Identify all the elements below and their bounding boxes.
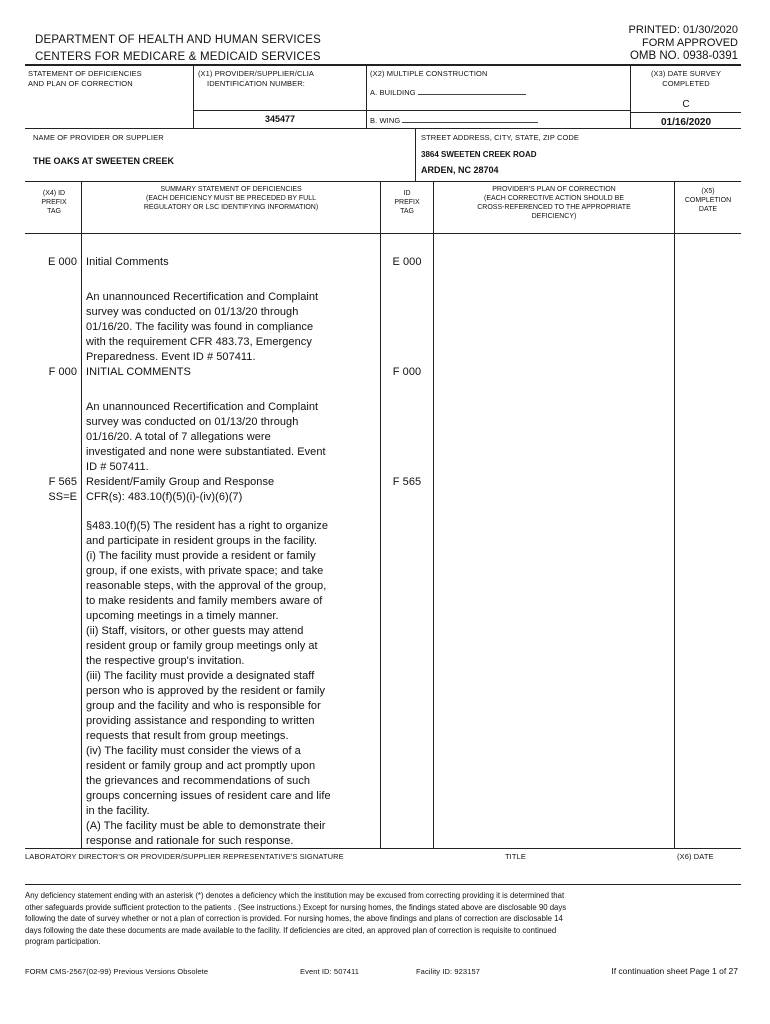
deficiency-text: §483.10(f)(5) The resident has a right to organize and participate in resident groups in the facility. (i) The facility must provide a resident or family group, if one exists, with private space; and take reasonable steps, with the approval of the group, to make residents and family members aware of upcoming meetings in a timely manner. (ii) Staff, visitors, or other guests may attend resident group or family group meetings only at the respective group's invitation. (iii) The facility must provide a designated staff person who is approved by the resident or family group and the facility and who is responsible for providing assistance and responding to written requests that result from group meetings. (iv) The facility must consider the views of a resident or family group and act promptly upon the grievances and recommendations of such groups concerning issues of resident care and life in the facility. (A) The facility must be able to demonstrate their response and rationale for such response. xyxy=(86,520,331,847)
survey-letter: C xyxy=(682,99,690,110)
id-prefix-tag: E 000 xyxy=(392,256,422,268)
id-prefix-tag: F 565 xyxy=(392,476,422,488)
street-address: 3864 SWEETEN CREEK ROAD xyxy=(421,150,537,159)
form-approved: FORM APPROVED xyxy=(642,37,738,49)
event-id: Event ID: 507411 xyxy=(300,967,359,976)
title-label: TITLE xyxy=(505,852,526,861)
x4-header: (X4) ID PREFIX TAG xyxy=(41,190,67,215)
summary-header: SUMMARY STATEMENT OF DEFICIENCIES (EACH DEFICIENCY MUST BE PRECEDED BY FULL REGULATORY OR LSC IDENTIFYING INFORMATION) xyxy=(143,186,319,211)
date-label: (X6) DATE xyxy=(677,852,714,861)
address-label: STREET ADDRESS, CITY, STATE, ZIP CODE xyxy=(421,133,580,142)
wing-label: B. WING xyxy=(370,116,401,125)
provider-id: 345477 xyxy=(264,114,296,124)
page-indicator: If continuation sheet Page 1 of 27 xyxy=(611,966,738,976)
id-prefix-tag: F 000 xyxy=(392,366,422,378)
signature-bottom xyxy=(25,884,741,885)
provider-block-bottom xyxy=(25,181,741,182)
provider-name-label: NAME OF PROVIDER OR SUPPLIER xyxy=(33,133,164,142)
prefix-tag: F 565 xyxy=(48,476,77,488)
deficiency-text: An unannounced Recertification and Complaint survey was conducted on 01/13/20 through 01/16/20. The facility was found in compliance with the requirement CFR 483.73, Emergency Preparedness. Event ID # 507411. xyxy=(86,291,319,363)
omb-number: OMB NO. 0938-0391 xyxy=(629,50,738,62)
deficiency-title: INITIAL COMMENTS xyxy=(86,366,191,378)
building-field xyxy=(370,86,526,98)
scope-severity: SS=E xyxy=(48,491,77,503)
x5-header: (X5) COMPLETION DATE xyxy=(684,188,732,213)
printed-date: PRINTED: 01/30/2020 xyxy=(628,24,738,36)
deficiency-title: Resident/Family Group and Response xyxy=(86,476,275,488)
x3-label: (X3) DATE SURVEY COMPLETED xyxy=(650,69,722,88)
x2-label: (X2) MULTIPLE CONSTRUCTION xyxy=(370,69,488,78)
wing-blank xyxy=(402,114,538,123)
provider-name: THE OAKS AT SWEETEN CREEK xyxy=(33,156,175,166)
city-state-zip: ARDEN, NC 28704 xyxy=(421,165,499,175)
statement-label: STATEMENT OF DEFICIENCIES AND PLAN OF CORRECTION xyxy=(28,69,142,88)
signature-label: LABORATORY DIRECTOR'S OR PROVIDER/SUPPLIER REPRESENTATIVE'S SIGNATURE xyxy=(25,852,344,861)
survey-completed-date: 01/16/2020 xyxy=(660,117,712,128)
prefix-tag: F 000 xyxy=(48,366,77,378)
agency-title: CENTERS FOR MEDICARE & MEDICAID SERVICES xyxy=(35,51,321,63)
disclaimer-text: Any deficiency statement ending with an asterisk (*) denotes a deficiency which the institution may be excused from correcting providing it is determined that other safeguards provide sufficient protection to the patients . (See instructions.) Except for nursing homes, the findings stated above are disclosable 90 days following the date of survey whether or not a plan of correction is provided. For nursing homes, the above findings and plans of correction are disclosable 14 days following the date these documents are made available to the facility. If deficiencies are cited, an approved plan of correction is requisite to continued program participation. xyxy=(25,891,567,946)
prefix-tag: E 000 xyxy=(48,256,77,268)
facility-id: Facility ID: 923157 xyxy=(416,967,481,976)
wing-field xyxy=(370,114,538,126)
top-rule xyxy=(25,64,741,66)
form-number: FORM CMS-2567(02-99) Previous Versions Obsolete xyxy=(25,967,209,976)
id-block-bottom xyxy=(25,128,741,129)
column-header-bottom xyxy=(25,233,741,234)
department-title: DEPARTMENT OF HEALTH AND HUMAN SERVICES xyxy=(35,34,321,46)
id-header: ID PREFIX TAG xyxy=(394,190,420,215)
plan-header: PROVIDER'S PLAN OF CORRECTION (EACH CORRECTIVE ACTION SHOULD BE CROSS-REFERENCED TO THE APPROPRIATE DEFICIENCY) xyxy=(477,186,631,220)
deficiency-title: Initial Comments xyxy=(86,256,169,268)
building-blank xyxy=(418,86,526,95)
deficiency-text: An unannounced Recertification and Complaint survey was conducted on 01/13/20 through 01/16/20. A total of 7 allegations were investigated and none were substantiated. Event ID # 507411. xyxy=(86,401,326,473)
cfr-reference: CFR(s): 483.10(f)(5)(i)-(iv)(6)(7) xyxy=(86,491,243,503)
x1-label: (X1) PROVIDER/SUPPLIER/CLIA IDENTIFICATION NUMBER: xyxy=(197,69,315,88)
building-label: A. BUILDING xyxy=(370,88,416,97)
